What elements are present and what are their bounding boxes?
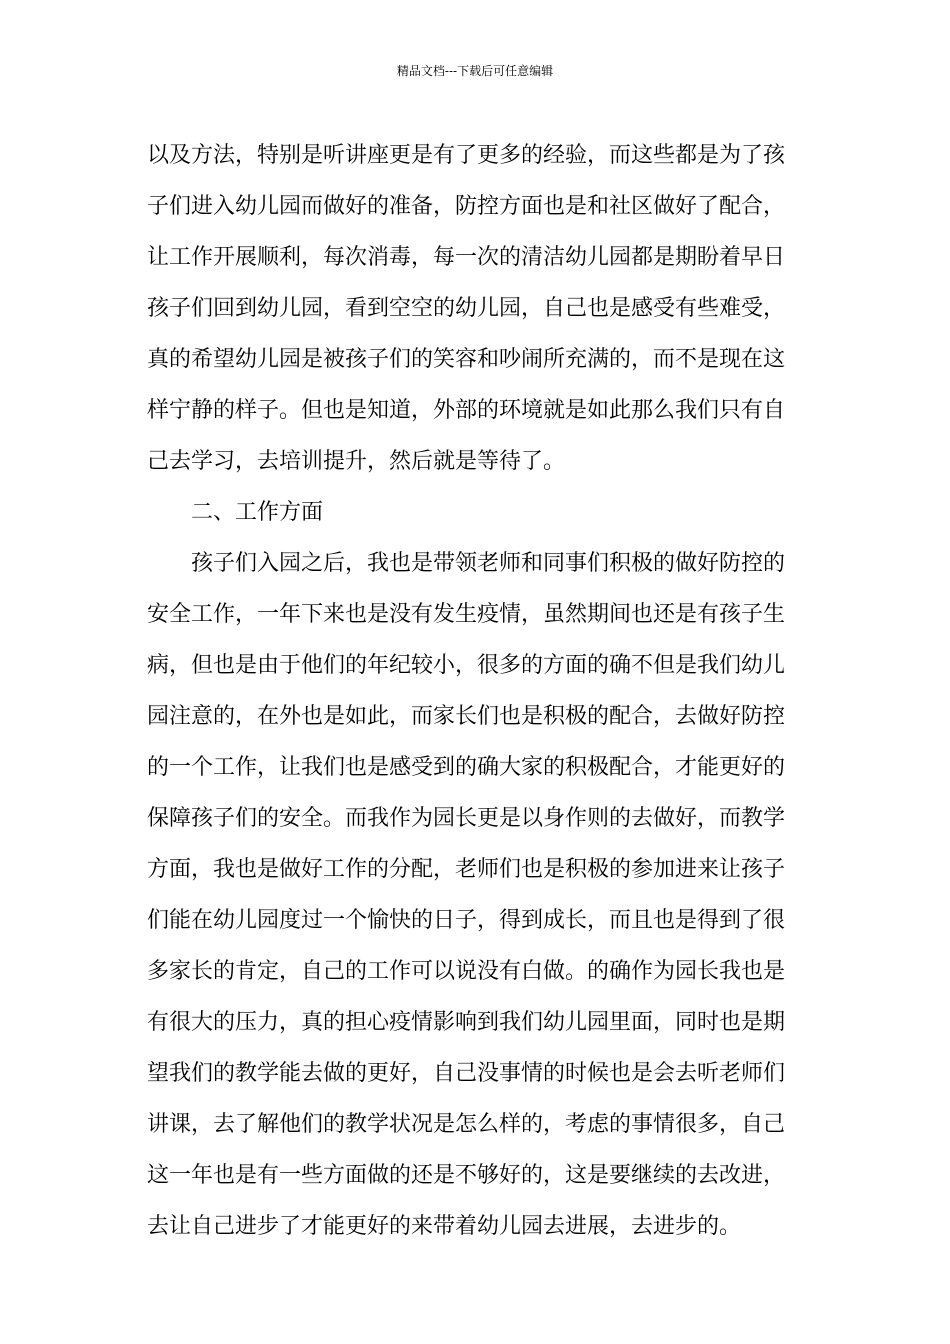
text-line: 子们进入幼儿园而做好的准备，防控方面也是和社区做好了配合， bbox=[147, 194, 786, 219]
document-body bbox=[147, 130, 817, 1252]
text-line: 的一个工作，让我们也是感受到的确大家的积极配合，才能更好的 bbox=[147, 755, 786, 780]
text-line: 讲课，去了解他们的教学状况是怎么样的，考虑的事情很多，自己 bbox=[147, 1112, 786, 1137]
text-line: 望我们的教学能去做的更好，自己没事情的时候也是会去听老师们 bbox=[147, 1061, 786, 1086]
text-line: 去让自己进步了才能更好的来带着幼儿园去进展，去进步的。 bbox=[147, 1214, 742, 1239]
text-line: 样宁静的样子。但也是知道，外部的环境就是如此那么我们只有自 bbox=[147, 398, 786, 423]
text-line: 们能在幼儿园度过一个愉快的日子，得到成长，而且也是得到了很 bbox=[147, 908, 786, 933]
text-line: 园注意的，在外也是如此，而家长们也是积极的配合，去做好防控 bbox=[147, 704, 786, 729]
text-line: 这一年也是有一些方面做的还是不够好的，这是要继续的去改进， bbox=[147, 1163, 786, 1188]
text-line: 真的希望幼儿园是被孩子们的笑容和吵闹所充满的，而不是现在这 bbox=[147, 347, 786, 372]
text-line: 让工作开展顺利，每次消毒，每一次的清洁幼儿园都是期盼着早日 bbox=[147, 245, 786, 270]
text-line: 孩子们入园之后，我也是带领老师和同事们积极的做好防控的 bbox=[191, 551, 786, 576]
text-line: 保障孩子们的安全。而我作为园长更是以身作则的去做好，而教学 bbox=[147, 806, 786, 831]
page-header: 精品文档---下载后可任意编辑 bbox=[396, 64, 554, 78]
section-heading: 二、工作方面 bbox=[191, 500, 324, 525]
text-line: 方面，我也是做好工作的分配，老师们也是积极的参加进来让孩子 bbox=[147, 857, 786, 882]
text-line: 多家长的肯定，自己的工作可以说没有白做。的确作为园长我也是 bbox=[147, 959, 786, 984]
text-line: 以及方法，特别是听讲座更是有了更多的经验，而这些都是为了孩 bbox=[147, 143, 786, 168]
text-line: 有很大的压力，真的担心疫情影响到我们幼儿园里面，同时也是期 bbox=[147, 1010, 786, 1035]
text-line: 病，但也是由于他们的年纪较小，很多的方面的确不但是我们幼儿 bbox=[147, 653, 786, 678]
text-line: 己去学习，去培训提升，然后就是等待了。 bbox=[147, 449, 566, 474]
text-line: 安全工作，一年下来也是没有发生疫情，虽然期间也还是有孩子生 bbox=[147, 602, 786, 627]
text-line: 孩子们回到幼儿园，看到空空的幼儿园，自己也是感受有些难受， bbox=[147, 296, 786, 321]
